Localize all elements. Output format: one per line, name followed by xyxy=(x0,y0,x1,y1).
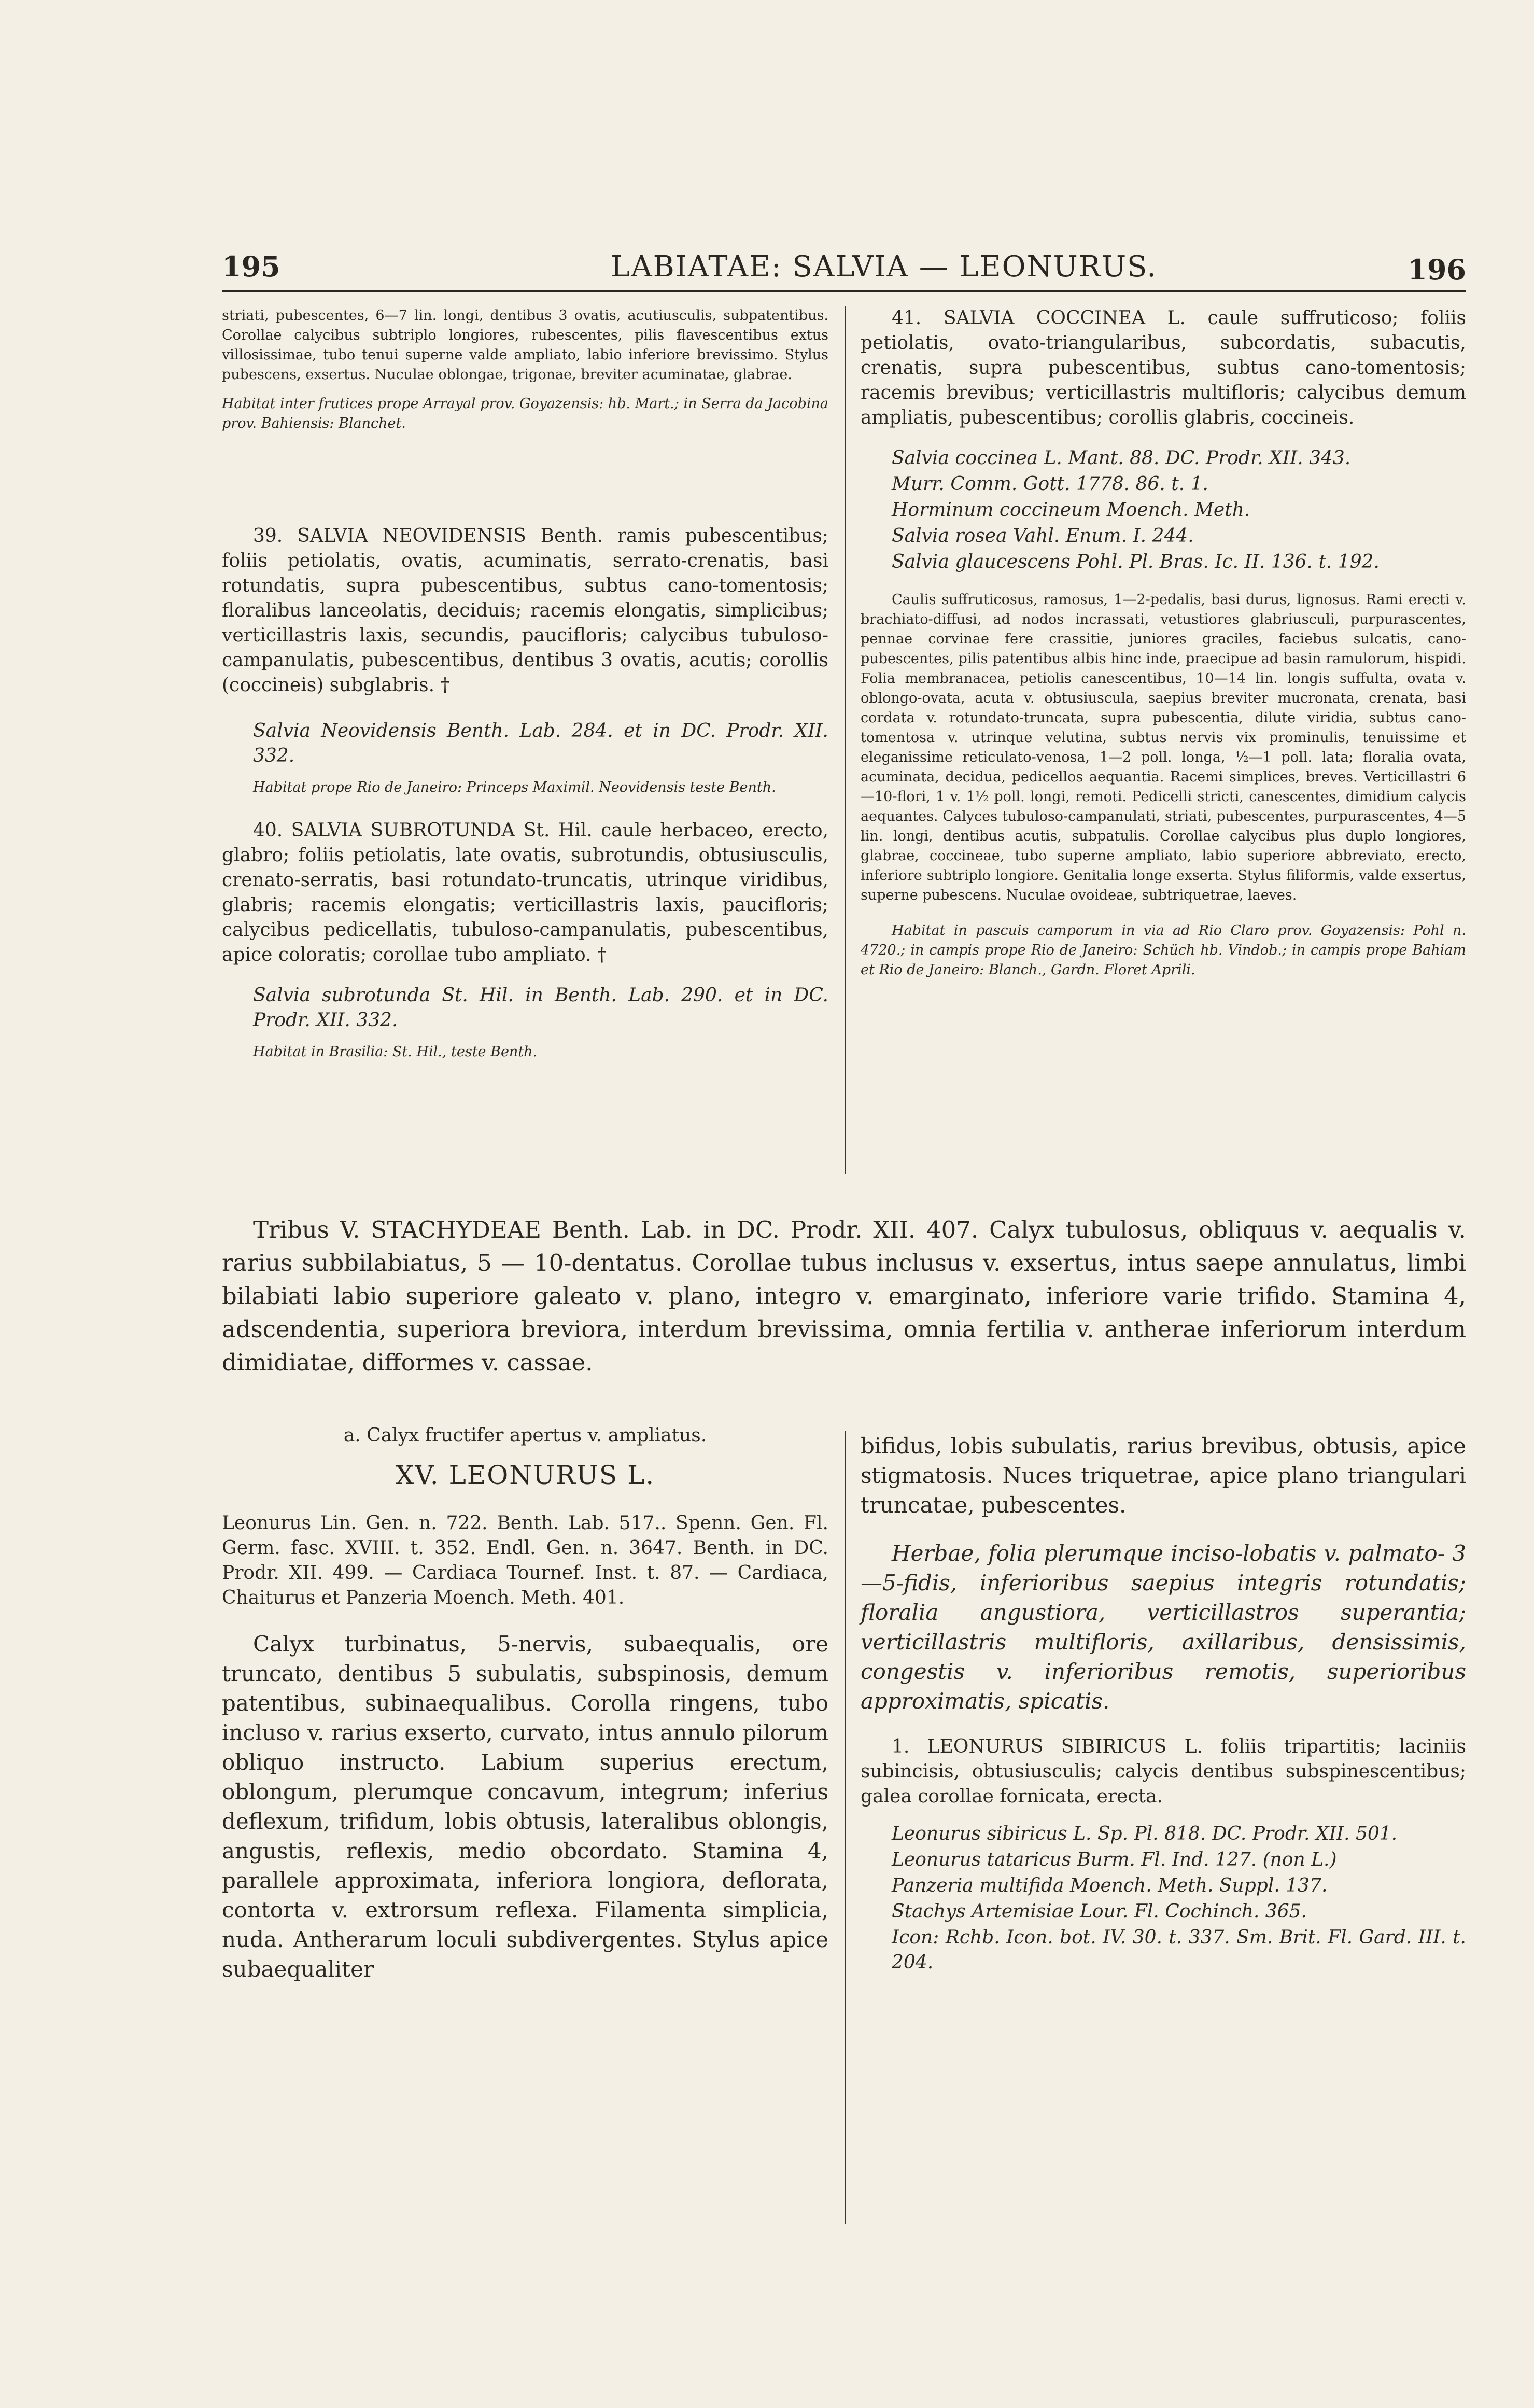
genus-synonymy: Leonurus Lin. Gen. n. 722. Benth. Lab. 517.. Spenn. Gen. Fl. Germ. fasc. XVIII. t. 352. Endl. Gen. n. 3647. Benth. in DC. Prodr. XII. 499. — Cardiaca Tournef. Inst. t. 87. — Cardiaca, Chaiturus et Panzeria Moench. Meth. 401. xyxy=(222,1513,828,1608)
genus-description-continued: bifidus, lobis subulatis, rarius brevibus, obtusis, apice stigmatosis. Nuces triquetrae, apice plano triangulari truncatae, pubescentes. xyxy=(861,1433,1466,1518)
running-title: LABIATAE: SALVIA — LEONURUS. xyxy=(611,250,1158,284)
header-rule xyxy=(222,290,1466,292)
page-number-right: 196 xyxy=(1408,253,1466,286)
species-39-habitat: Habitat prope Rio de Janeiro: Princeps Maximil. Neovidensis teste Benth. xyxy=(253,779,776,795)
synonym-line: Salvia glaucescens Pohl. Pl. Bras. Ic. II. 136. t. 192. xyxy=(892,551,1380,572)
synonym-line: Leonurus tataricus Burm. Fl. Ind. 127. (non L.) xyxy=(892,1849,1337,1870)
species-41-synonyms xyxy=(861,446,1466,575)
genus-heading: XV. LEONURUS L. xyxy=(395,1460,655,1490)
tribus-stachydeae xyxy=(222,1213,1466,1389)
lower-right-column xyxy=(861,1431,1466,1976)
species-39 xyxy=(222,524,828,1071)
leonurus-sibiricus-description: 1. LEONURUS SIBIRICUS L. foliis tripartitis; laciniis subincisis, obtusiusculis; calycis dentibus subspinescentibus; galea corollae fornicata, erecta. xyxy=(861,1736,1466,1807)
lower-left-column xyxy=(222,1423,828,1993)
species-40-description: 40. SALVIA SUBROTUNDA St. Hil. caule herbaceo, erecto, glabro; foliis petiolatis, late ovatis, subrotundis, obtusiusculis, crenato-serratis, basi rotundato-truncatis, utrinque viridibus, glabris; racemis elongatis; verticillastris laxis, paucifloris; calycibus pedicellatis, tubuloso-campanulatis, pubescentibus, apice coloratis; corollae tubo ampliato. † xyxy=(222,820,828,965)
species-39-description: 39. SALVIA NEOVIDENSIS Benth. ramis pubescentibus; foliis petiolatis, ovatis, acuminatis, serrato-crenatis, basi rotundatis, supra pubescentibus, subtus cano-tomentosis; floralibus lanceolatis, deciduis; racemis elongatis, simplicibus; verticillastris laxis, secundis, paucifloris; calycibus tubuloso-campanulatis, pubescentibus, dentibus 3 ovatis, acutis; corollis (coccineis) subglabris. † xyxy=(222,525,828,696)
species-40-habitat: Habitat in Brasilia: St. Hil., teste Benth. xyxy=(253,1044,538,1060)
lower-column-divider xyxy=(845,1431,846,2224)
subsection-title: a. Calyx fructifer apertus v. ampliatus. xyxy=(343,1425,707,1446)
page-header xyxy=(222,250,1466,286)
upper-column-divider xyxy=(845,306,846,1174)
species-39-synonym: Salvia Neovidensis Benth. Lab. 284. et in DC. Prodr. XII. 332. xyxy=(253,720,828,766)
synonym-line: Murr. Comm. Gott. 1778. 86. t. 1. xyxy=(892,473,1208,495)
upper-left-column xyxy=(222,306,828,465)
synonym-line: Horminum coccineum Moench. Meth. xyxy=(892,499,1250,521)
synonym-line: Panzeria multifida Moench. Meth. Suppl. 137. xyxy=(892,1875,1328,1896)
synonym-line: Leonurus sibiricus L. Sp. Pl. 818. DC. Prodr. XII. 501. xyxy=(892,1823,1398,1844)
species-41-description: 41. SALVIA COCCINEA L. caule suffruticoso; foliis petiolatis, ovato-triangularibus, subcordatis, subacutis, crenatis, supra pubescentibus, subtus cano-tomentosis; racemis brevibus; verticillastris multifloris; calycibus demum ampliatis, pubescentibus; corollis glabris, coccineis. xyxy=(861,307,1466,428)
genus-description: Calyx turbinatus, 5-nervis, subaequalis, ore truncato, dentibus 5 subulatis, subspinosis, demum patentibus, subinaequalibus. Corolla ringens, tubo incluso v. rarius exserto, curvato, intus annulo pilorum obliquo instructo. Labium superius erectum, oblongum, plerumque concavum, integrum; inferius deflexum, trifidum, lobis obtusis, lateralibus oblongis, angustis, reflexis, medio obcordato. Stamina 4, parallele approximata, inferiora longiora, deflorata, contorta v. extrorsum reflexa. Filamenta simplicia, nuda. Antherarum loculi subdivergentes. Stylus apice subaequaliter xyxy=(222,1631,828,1982)
genus-habit: Herbae, folia plerumque inciso-lobatis v. palmato- 3—5-fidis, inferioribus saepius integris rotundatis; floralia angustiora, verticillastros superantia; verticillastris multifloris, axillaribus, densissimis, congestis v. inferioribus remotis, superioribus approximatis, spicatis. xyxy=(861,1541,1466,1714)
synonym-line: Salvia rosea Vahl. Enum. I. 244. xyxy=(892,525,1194,547)
page-number-left: 195 xyxy=(222,250,280,283)
continued-description: striati, pubescentes, 6—7 lin. longi, dentibus 3 ovatis, acutiusculis, subpatentibus. Corollae calycibus subtriplo longiores, rubescentes, pilis flavescentibus extus villosissimae, tubo tenui superne valde ampliato, labio inferiore brevissimo. Stylus pubescens, exsertus. Nuculae oblongae, trigonae, breviter acuminatae, glabrae. xyxy=(222,307,828,383)
upper-right-column xyxy=(861,306,1466,989)
icon-reference: Icon: Rchb. Icon. bot. IV. 30. t. 337. Sm. Brit. Fl. Gard. III. t. 204. xyxy=(892,1927,1466,1973)
species-40-synonym: Salvia subrotunda St. Hil. in Benth. Lab. 290. et in DC. Prodr. XII. 332. xyxy=(253,985,828,1031)
tribus-description: Tribus V. STACHYDEAE Benth. Lab. in DC. Prodr. XII. 407. Calyx tubulosus, obliquus v. aequalis v. rarius subbilabiatus, 5 — 10-dentatus. Corollae tubus inclusus v. exsertus, intus saepe annulatus, limbi bilabiati labio superiore galeato v. plano, integro v. emarginato, inferiore varie trifido. Stamina 4, adscendentia, superiora breviora, interdum brevissima, omnia fertilia v. antherae inferiorum interdum dimidiatae, difformes v. cassae. xyxy=(222,1216,1466,1376)
species-41-long-description: Caulis suffruticosus, ramosus, 1—2-pedalis, basi durus, lignosus. Rami erecti v. brachiato-diffusi, ad nodos incrassati, vetustiores glabriusculi, purpurascentes, pennae corvinae fere crassitie, juniores graciles, faciebus sulcatis, cano-pubescentes, pilis patentibus albis hinc inde, praecipue ad basin ramulorum, hispidi. Folia membranacea, petiolis canescentibus, 10—14 lin. longis suffulta, ovata v. oblongo-ovata, acuta v. obtusiuscula, saepius breviter mucronata, crenata, basi cordata v. rotundato-truncata, supra pubescentia, dilute viridia, subtus cano-tomentosa v. utrinque velutina, subtus nervis vix prominulis, tenuissime et eleganissime reticulato-venosa, 1—2 poll. longa, ½—1 poll. lata; floralia ovata, acuminata, decidua, pedicellos aequantia. Racemi simplices, breves. Verticillastri 6—10-flori, 1 v. 1½ poll. longi, remoti. Pedicelli stricti, canescentes, dimidium calycis aequantes. Calyces tubuloso-campanulati, striati, pubescentes, purpurascentes, 4—5 lin. longi, dentibus acutis, subpatulis. Corollae calycibus plus duplo longiores, glabrae, coccineae, tubo superne ampliato, labio superiore abbreviato, erecto, inferiore subtriplo longiore. Genitalia longe exserta. Stylus filiformis, valde exsertus, superne pubescens. Nuculae ovoideae, subtriquetrae, laeves. xyxy=(861,592,1466,903)
synonym-line: Salvia coccinea L. Mant. 88. DC. Prodr. XII. 343. xyxy=(892,447,1351,469)
synonym-line: Stachys Artemisiae Lour. Fl. Cochinch. 365. xyxy=(892,1901,1307,1922)
species-41-habitat: Habitat in pascuis camporum in via ad Rio Claro prov. Goyazensis: Pohl n. 4720.; in campis prope Rio de Janeiro: Schüch hb. Vindob.; in campis prope Bahiam et Rio de Janeiro: Blanch., Gardn. Floret Aprili. xyxy=(861,922,1466,978)
leonurus-sibiricus-synonyms xyxy=(861,1822,1466,1975)
continued-habitat: Habitat inter frutices prope Arrayal prov. Goyazensis: hb. Mart.; in Serra da Jacobina prov. Bahiensis: Blanchet. xyxy=(222,396,828,431)
